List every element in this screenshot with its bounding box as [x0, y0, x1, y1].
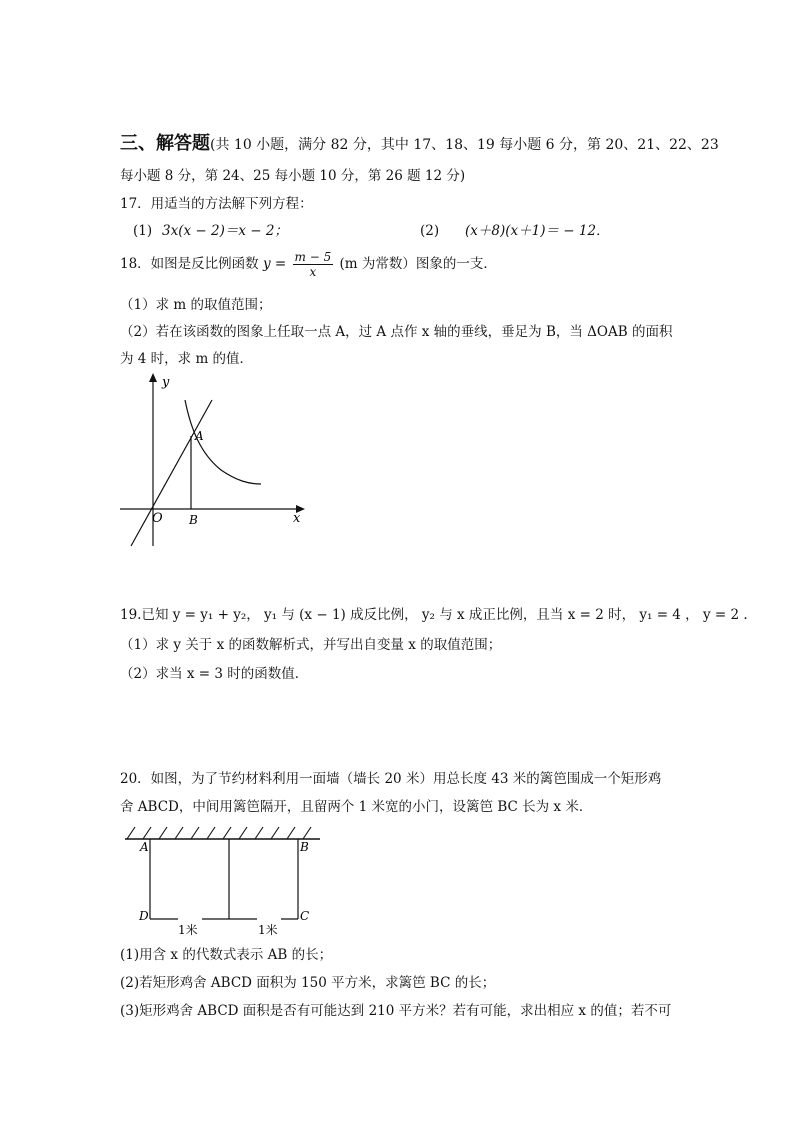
q20-part1: (1)用含 x 的代数式表示 AB 的长； [120, 947, 333, 963]
label-b: B [300, 840, 309, 854]
hatch-mark [127, 827, 135, 839]
q18-part1: （1）求 m 的取值范围； [120, 297, 272, 313]
q18-part2-line2: 为 4 时，求 m 的值． [120, 351, 254, 367]
fence-lines [150, 839, 298, 919]
q18-fraction-numerator: m − 5 [294, 250, 332, 264]
section-title: 三、解答题 [120, 133, 210, 154]
hatch-mark [159, 827, 167, 839]
label-a: A [140, 840, 149, 854]
label-c: C [300, 909, 310, 923]
q17-part1-label: (1) [133, 223, 153, 239]
q18-graph-figure [115, 370, 315, 555]
hatch-mark [287, 827, 295, 839]
wall-hatch [127, 827, 311, 839]
gap-label-2: 1米 [258, 923, 278, 937]
hatch-mark [191, 827, 199, 839]
q18-stem [120, 249, 497, 279]
q17-part1-equation: 3x(x − 2)＝x − 2； [162, 223, 288, 239]
section-desc-line2: 每小题 8 分，第 24、25 每小题 10 分，第 26 题 12 分) [120, 168, 466, 184]
q17-part2-equation: (x＋8)(x＋1)＝ − 12． [465, 223, 610, 239]
q18-y-eq: y = [262, 256, 287, 272]
hatch-mark [271, 827, 279, 839]
q18-fraction-denominator: x [309, 265, 317, 279]
section-desc-line1: (共 10 小题，满分 82 分，其中 17、18、19 每小题 6 分，第 20、21、22、23 [210, 137, 719, 153]
q20-part2: (2)若矩形鸡舍 ABCD 面积为 150 平方米，求篱笆 BC 的长； [120, 975, 496, 991]
y-axis-arrow-icon [149, 373, 157, 382]
q20-line1: 20．如图，为了节约材料利用一面墙（墙长 20 米）用总长度 43 米的篱笆围成一个矩形鸡 [120, 771, 662, 787]
q19-line1: 19.已知 y = y₁ + y₂， y₁ 与 (x − 1) 成反比例， y₂ 与 x 成正比例，且当 x = 2 时， y₁ = 4 ， y = 2 . [120, 607, 748, 623]
label-x: x [293, 511, 301, 526]
hatch-mark [239, 827, 247, 839]
label-d: D [139, 909, 149, 923]
hatch-mark [303, 827, 311, 839]
q18-fraction [293, 250, 334, 279]
hatch-mark [255, 827, 263, 839]
section-heading [120, 131, 719, 158]
hatch-mark [223, 827, 231, 839]
gap-label-1: 1米 [178, 923, 198, 937]
q19-part2: （2）求当 x = 3 时的函数值． [120, 666, 309, 682]
q17-stem: 17．用适当的方法解下列方程： [120, 196, 313, 212]
hatch-mark [143, 827, 151, 839]
label-a: A [195, 429, 204, 443]
label-y: y [162, 375, 170, 390]
q20-part3: (3)矩形鸡舍 ABCD 面积是否有可能达到 210 平方米？若有可能，求出相应 x 的值；若不可 [120, 1003, 672, 1019]
line-through-origin [131, 400, 212, 546]
q20-fence-figure [122, 822, 327, 942]
hatch-mark [207, 827, 215, 839]
q19-part1: （1）求 y 关于 x 的函数解析式，并写出自变量 x 的取值范围； [120, 637, 502, 653]
q17-part2-label: (2) [420, 223, 440, 239]
q18-prefix: 18．如图是反比例函数 [120, 256, 259, 272]
hatch-mark [175, 827, 183, 839]
q20-line2: 舍 ABCD，中间用篱笆隔开，且留两个 1 米宽的小门，设篱笆 BC 长为 x 米． [120, 799, 593, 815]
label-o: O [152, 511, 163, 526]
label-b: B [189, 513, 198, 527]
q18-part2-line1: （2）若在该函数的图象上任取一点 A，过 A 点作 x 轴的垂线，垂足为 B，当 ΔOAB 的面积 [120, 324, 673, 340]
q18-suffix: (m 为常数）图象的一支． [339, 256, 497, 272]
